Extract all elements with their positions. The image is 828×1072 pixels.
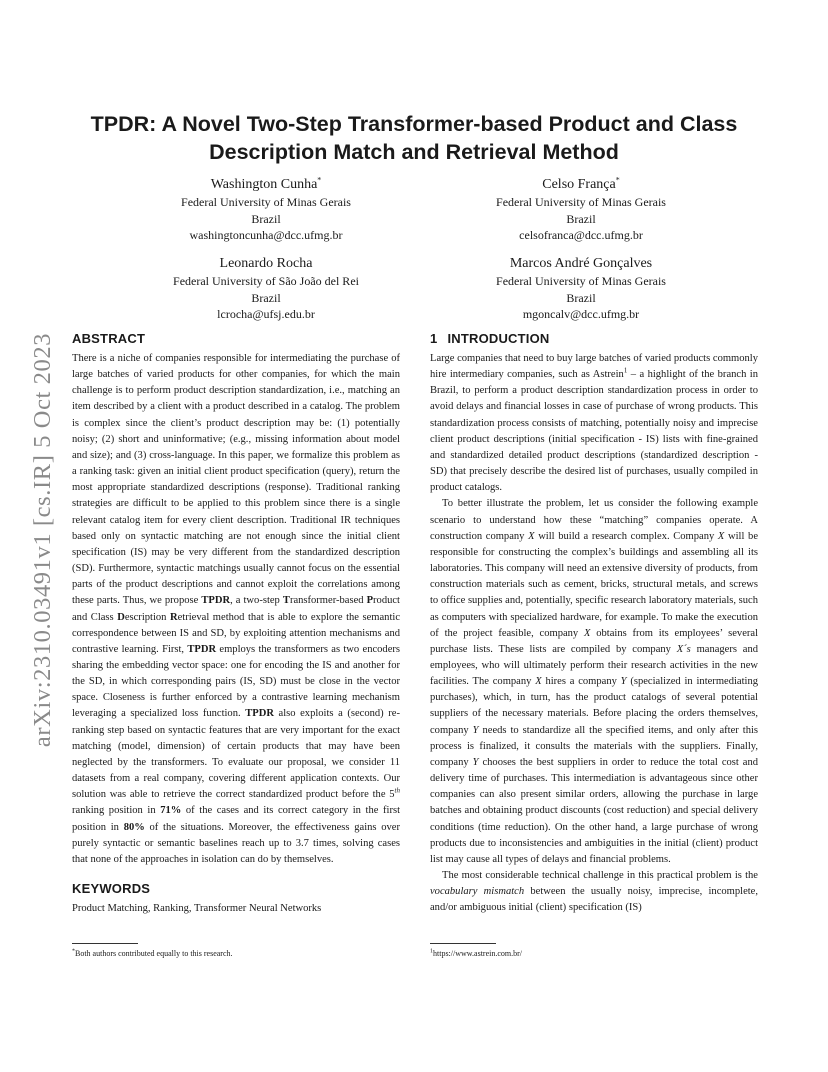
intro-text: (specialized in intermediating purchases), which, in turn, has the product catalogs of several potential suppliers of the necessary materials. Before placing the orders themselves, company xyxy=(430,676,758,736)
section-number: 1 xyxy=(430,331,438,346)
intro-text: needs to standardize all the specified items, and only after this process is finalized, it consults the materials with the suppliers. Finally, company xyxy=(430,724,758,768)
company-symbol: Y xyxy=(472,756,479,768)
company-symbol: X xyxy=(528,530,535,542)
abstract-text: etrieval method that is able to explore the semantic correspondence between IS and SD, by exploiting attention mechanisms and contrastive learning. First, xyxy=(72,611,400,655)
author-affiliation: Federal University of Minas Gerais xyxy=(181,195,351,209)
author-name: Marcos André Gonçalves xyxy=(509,256,653,271)
intro-paragraph-1 xyxy=(430,351,758,496)
footnote-rule-left xyxy=(72,943,138,944)
abstract-text: ranking position in xyxy=(72,805,161,817)
author-email: mgoncalv@dcc.ufmg.br xyxy=(522,307,640,321)
abstract-text: of the cases and its correct category in the first position in xyxy=(72,805,401,833)
intro-text: will build a research complex. Company xyxy=(534,530,718,542)
superscript-th: th xyxy=(394,786,400,795)
company-symbol: X xyxy=(583,627,591,639)
company-symbol: X xyxy=(717,530,725,542)
author-country: Brazil xyxy=(566,211,596,226)
arxiv-identifier xyxy=(18,300,68,780)
intro-text: will be responsible for constructing the complex’s buildings and assembling all its laboratories. This company will need an extensive diversity of products, from construction materials such as cement, bricks, structural metals, and screws to office supplies and, potentially, specific research laboratory materials, such as computers with specialized hardware, for example. To make the execution of the project feasible, company xyxy=(430,530,759,639)
author-footnote-mark: * xyxy=(615,175,620,185)
acronym-letter: T xyxy=(282,595,290,607)
company-symbol: X xyxy=(535,676,542,688)
footnote-text: Both authors contributed equally to this research. xyxy=(75,949,233,958)
intro-text: hires a company xyxy=(541,676,621,688)
author-footnote-mark: * xyxy=(317,175,322,185)
footnote-text: https://www.astrein.com.br/ xyxy=(433,949,523,958)
footnote-mark: * xyxy=(72,948,75,955)
section-title: INTRODUCTION xyxy=(447,331,550,346)
arxiv-identifier-text: arXiv:2310.03491v1 [cs.IR] 5 Oct 2023 xyxy=(29,332,57,748)
abstract-heading: ABSTRACT xyxy=(72,331,146,346)
footnote-mark: 1 xyxy=(430,948,433,955)
paper-title xyxy=(70,110,758,166)
result-percentage: 80% xyxy=(123,821,145,833)
author-name xyxy=(431,176,731,194)
author-name: Leonardo Rocha xyxy=(219,256,313,271)
intro-text: between the usually noisy, imprecise, incomplete, and/or ambiguous initial (client) specification (IS) xyxy=(430,886,759,914)
keywords-text: Product Matching, Ranking, Transformer Neural Networks xyxy=(72,903,322,914)
abstract-text: There is a niche of companies responsible for intermediating the purchase of large batches of varied products for other companies, for which the main challenge is to perform product description standardization, i.e., matching an item described by a client with a product described in a catalog. The problem is complex since the client’s product description may be: (1) potentially noisy; (2) short and uninformative; (e.g., missing information about model and size); and (3) cross-language. In this paper, we formalize this problem as a ranking task: given an initial client product specification (query), return the most appropriate standardized descriptions (response). Traditional ranking strategies are difficult to be applied to this problem since there is a single relevant catalog item for every client description. Traditional IR techniques based only on syntactic matching are not enough since the initial client specification (IS) may be very different from the standardized description (SD). Furthermore, syntactic matchings usually cannot focus on the essential parts of the product descriptions and cannot exploit the correlations among these parts. Thus, we propose xyxy=(72,353,400,607)
intro-paragraph-3 xyxy=(430,868,758,916)
paper-title-line-2: Description Match and Retrieval Method xyxy=(209,140,619,164)
intro-paragraph-2 xyxy=(430,496,758,868)
author-block-1 xyxy=(116,176,416,244)
keywords-heading: KEYWORDS xyxy=(72,881,151,896)
abstract-paragraph xyxy=(72,351,400,868)
author-email: washingtoncunha@dcc.ufmg.br xyxy=(189,228,343,242)
intro-text: To better illustrate the problem, let us consider the following example scenario to understand how these “matching” companies operate. A construction company xyxy=(430,498,758,542)
author-email: celsofranca@dcc.ufmg.br xyxy=(519,228,643,242)
acronym-letter: P xyxy=(366,595,374,607)
intro-text: managers and employees, who will ultimately perform their research activities in the new facilities. The company xyxy=(430,643,758,688)
emphasis-term: vocabulary mismatch xyxy=(430,886,525,898)
author-country: Brazil xyxy=(251,211,281,226)
acronym-letter: R xyxy=(170,611,178,623)
footnote-rule-right xyxy=(430,943,496,944)
author-affiliation: Federal University of Minas Gerais xyxy=(496,274,666,288)
right-column xyxy=(430,330,758,916)
abstract-text: escription xyxy=(124,611,170,623)
author-block-2 xyxy=(431,176,731,244)
intro-text: The most considerable technical challenge in this practical problem is the xyxy=(442,870,758,881)
author-name xyxy=(116,176,416,194)
intro-text: Large companies that need to buy large batches of varied products commonly hire intermediary companies, such as Astrein xyxy=(430,353,758,381)
intro-text: obtains from its employees’ several purchase lists. These lists are compiled by company xyxy=(430,627,758,655)
footnote-left xyxy=(72,948,402,959)
method-name: TPDR xyxy=(187,643,217,655)
author-block-4 xyxy=(431,255,731,323)
author-affiliation: Federal University of Minas Gerais xyxy=(496,195,666,209)
introduction-heading xyxy=(430,330,758,348)
intro-text: – a highlight of the branch in Brazil, to perform a product description standardization process in order to avoid delays and financial losses in case of purchase of wrong products. This standardization process consists of matching, potentially noisy and imprecise client product descriptions (initial specification - IS) lists with fine-grained and standardized detailed product descriptions (standardized description - SD) that precisely describe the desired list of purchases, usually compiled in product catalogs. xyxy=(430,369,758,494)
author-email: lcrocha@ufsj.edu.br xyxy=(217,307,315,321)
author-block-3 xyxy=(116,255,416,323)
author-name-text: Washington Cunha xyxy=(210,177,318,192)
abstract-text: ransformer-based xyxy=(289,595,367,607)
author-name-text: Celso França xyxy=(542,177,616,192)
abstract-text: employs the transformers as two encoders sharing the embedding vector space: one for encoding the IS and another for the SD, in which corresponding pairs (IS, SD) must be close in the vector space. Closeness is further enforced by a contrastive learning mechanism leveraging a specialized loss function. xyxy=(72,643,400,720)
result-percentage: 71% xyxy=(160,805,182,817)
left-column xyxy=(72,330,400,917)
abstract-text: roduct and Class xyxy=(72,595,400,623)
abstract-text: also exploits a (second) re-ranking step based on syntactic features that are very important for the exact matching (model, dimension) of certain products that may have been neglected by the transformers. To evaluate our proposal, we consider 11 datasets from a real company, covering different application contexts. Our solution was able to retrieve the correct standardized product before the 5 xyxy=(72,708,400,801)
method-name: TPDR xyxy=(245,708,274,720)
abstract-text: , a two-step xyxy=(230,595,283,607)
author-country: Brazil xyxy=(566,290,596,305)
paper-title-line-1: TPDR: A Novel Two-Step Transformer-based Product and Class xyxy=(90,112,738,136)
author-country: Brazil xyxy=(251,290,281,305)
footnote-right xyxy=(430,948,760,959)
company-symbol: Y xyxy=(620,676,627,688)
method-name: TPDR xyxy=(201,595,231,607)
company-symbol: X´s xyxy=(676,643,691,655)
company-symbol: Y xyxy=(472,724,479,736)
intro-text: chooses the best suppliers in order to reduce the total cost and delivery time of purchases. This intermediation is advantageous since other companies can also present similar orders, allowing the purchase in large batches and obtaining product discounts (cost reduction) and special delivery conditions (time reduction). On the other hand, a large purchase of wrong products due to inconsistencies and ambiguities in the initial (client) product list may cause all types of delays and financial problems. xyxy=(430,756,758,865)
abstract-text: of the situations. Moreover, the effectiveness gains over purely syntactic or semantic baselines reach up to 3.7 times, solving cases that none of the approaches in isolation can do by themselves. xyxy=(72,821,400,865)
footnote-mark: 1 xyxy=(623,366,628,375)
author-affiliation: Federal University of São João del Rei xyxy=(173,274,359,288)
acronym-letter: D xyxy=(117,611,125,623)
